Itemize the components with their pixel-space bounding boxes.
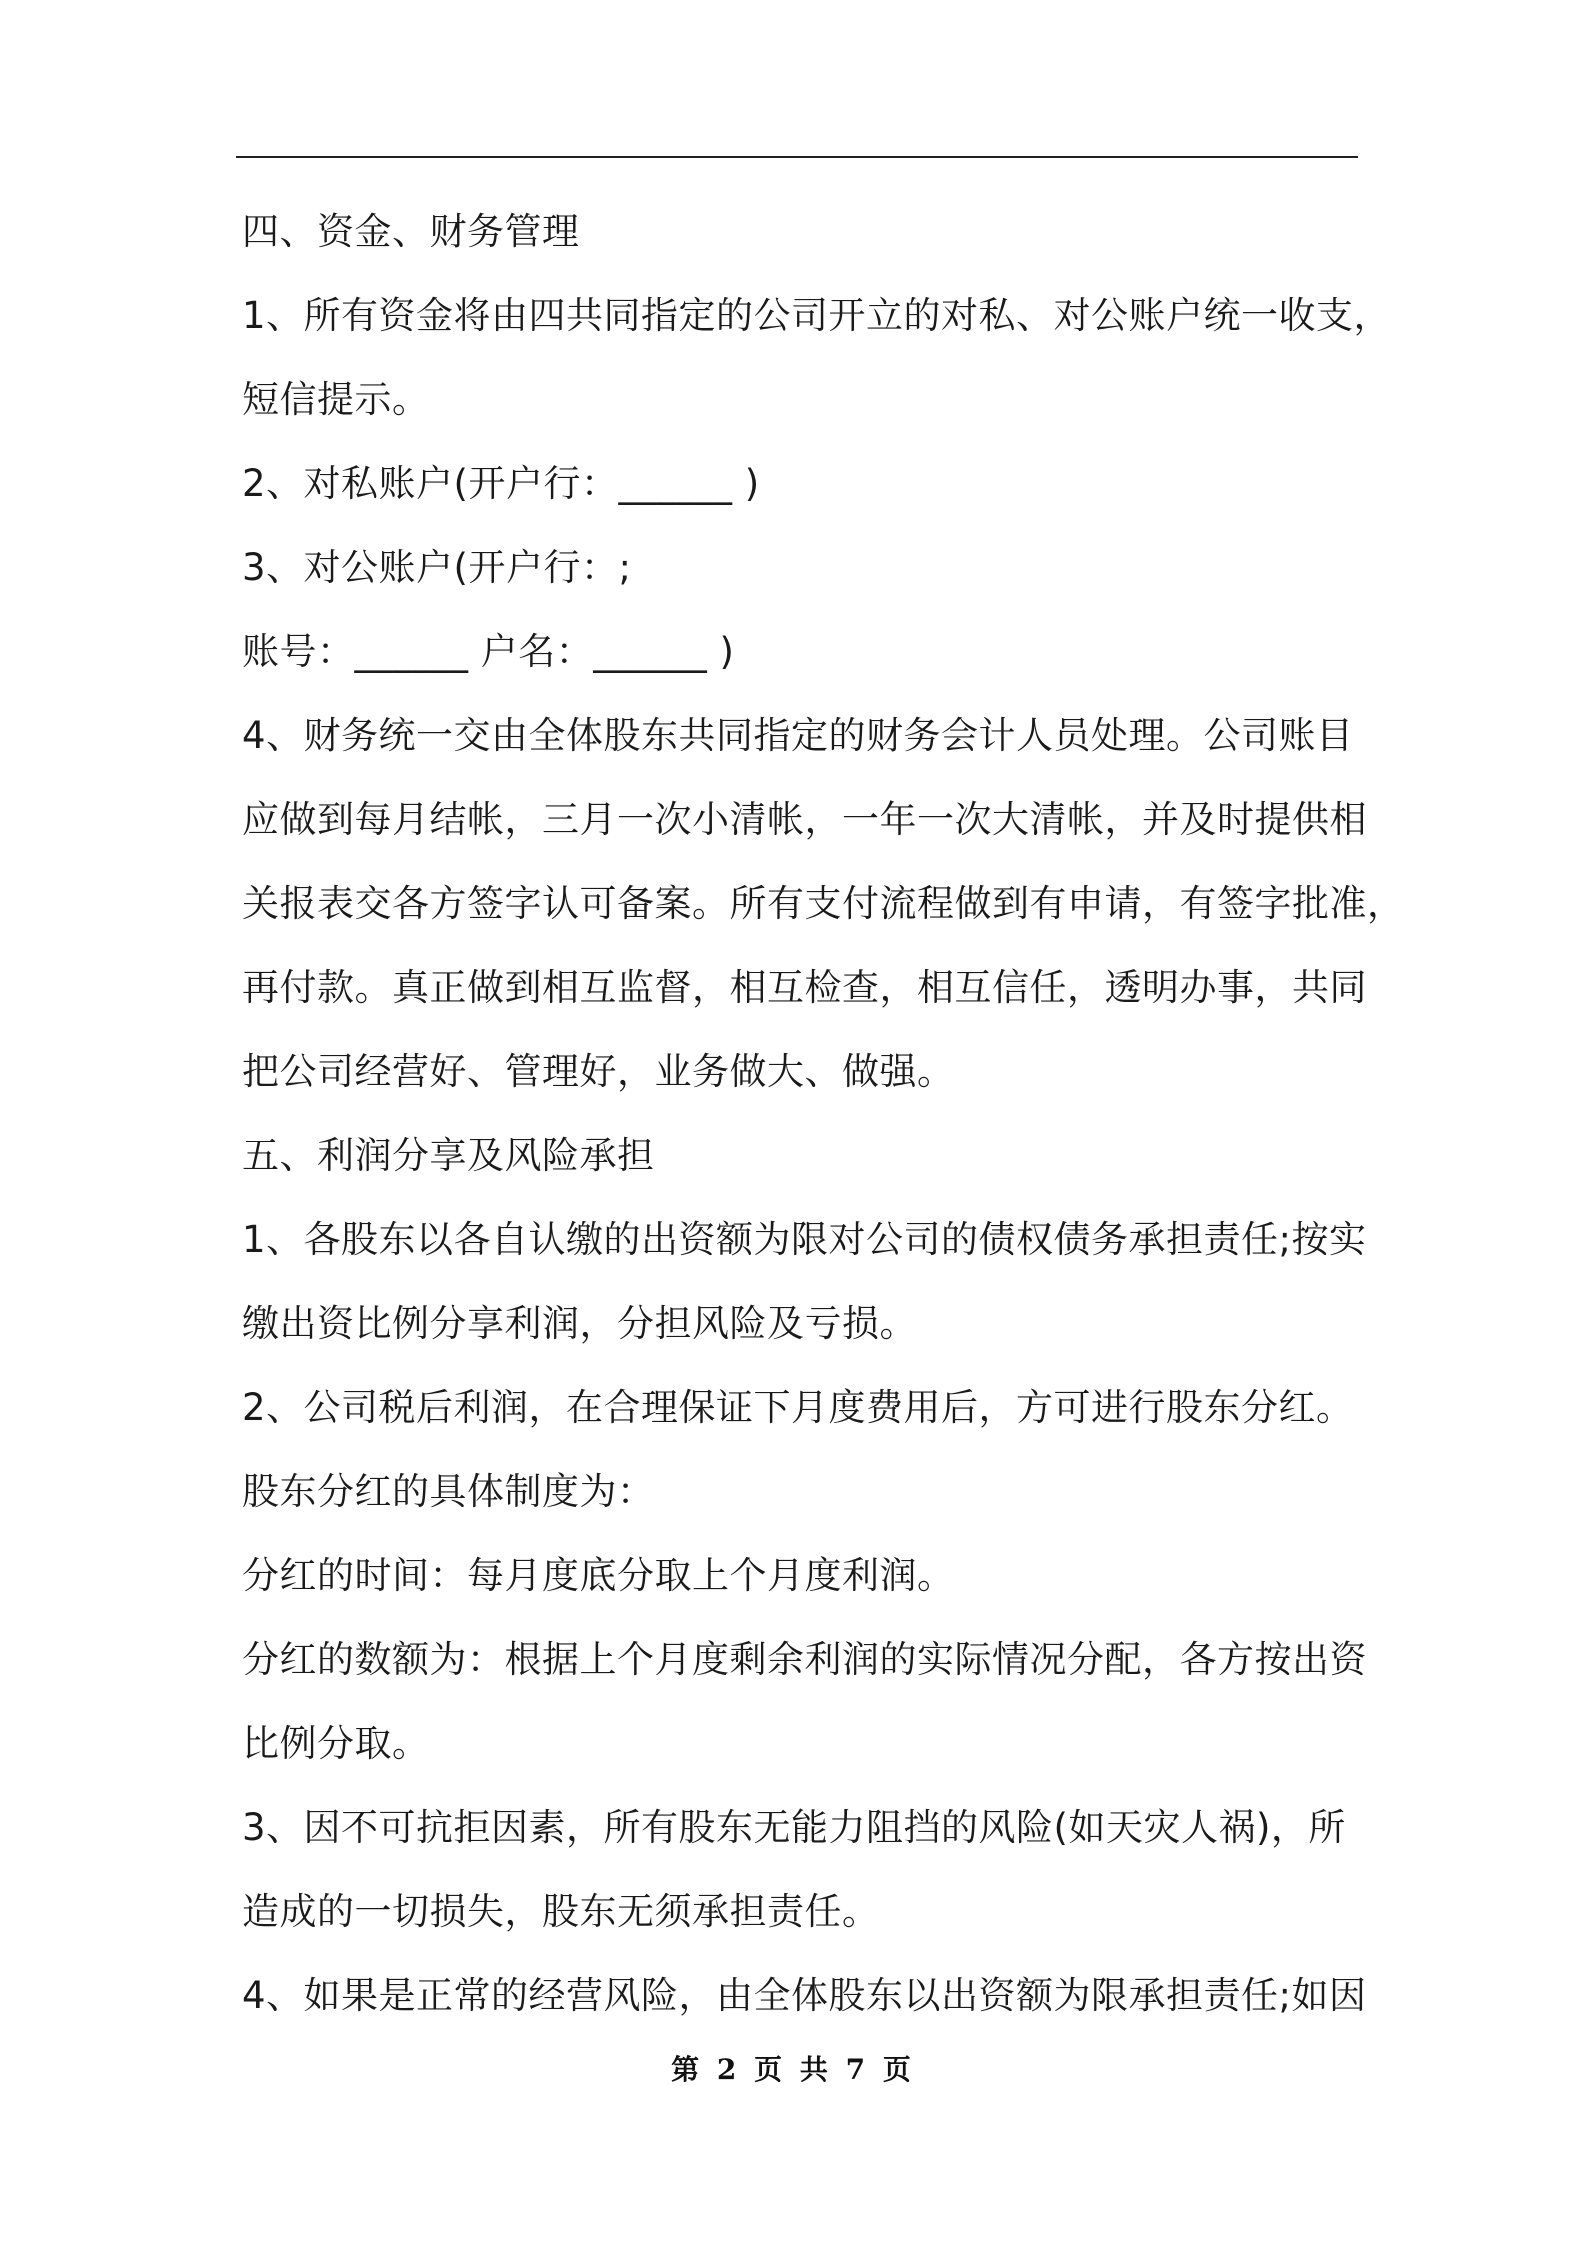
paragraph-line: 短信提示。 (242, 378, 430, 421)
header-rule (236, 156, 1358, 158)
paragraph-line: 4、财务统一交由全体股东共同指定的财务会计人员处理。公司账目 (242, 714, 1354, 757)
paragraph-line: 造成的一切损失，股东无须承担责任。 (242, 1890, 880, 1933)
paragraph-line: 4、如果是正常的经营风险，由全体股东以出资额为限承担责任;如因 (242, 1974, 1367, 2017)
paragraph-line: 2、公司税后利润，在合理保证下月度费用后，方可进行股东分红。 (242, 1386, 1354, 1429)
paragraph-line: 缴出资比例分享利润，分担风险及亏损。 (242, 1302, 917, 1345)
paragraph-line: 账号：______ 户名：______ ) (242, 630, 735, 673)
paragraph-line: 比例分取。 (242, 1722, 430, 1765)
section-heading-funds-finance: 四、资金、财务管理 (242, 210, 580, 253)
paragraph-line: 3、对公账户(开户行：; (242, 546, 632, 589)
paragraph-line: 把公司经营好、管理好，业务做大、做强。 (242, 1050, 955, 1093)
section-heading-profit-risk: 五、利润分享及风险承担 (242, 1134, 655, 1177)
paragraph-line: 股东分红的具体制度为： (242, 1470, 655, 1513)
paragraph-line: 应做到每月结帐，三月一次小清帐，一年一次大清帐，并及时提供相 (242, 798, 1367, 841)
document-body (242, 190, 1405, 2038)
paragraph-line: 关报表交各方签字认可备案。所有支付流程做到有申请，有签字批准， (242, 882, 1405, 925)
paragraph-line: 再付款。真正做到相互监督，相互检查，相互信任，透明办事，共同 (242, 966, 1367, 1009)
paragraph-line: 分红的数额为：根据上个月度剩余利润的实际情况分配，各方按出资 (242, 1638, 1367, 1681)
page-number-footer: 第 2 页 共 7 页 (671, 2053, 915, 2086)
paragraph-line: 3、因不可抗拒因素，所有股东无能力阻挡的风险(如天灾人祸)，所 (242, 1806, 1346, 1849)
paragraph-line: 1、各股东以各自认缴的出资额为限对公司的债权债务承担责任;按实 (242, 1218, 1367, 1261)
paragraph-line: 分红的时间：每月度底分取上个月度利润。 (242, 1554, 955, 1597)
paragraph-line: 1、所有资金将由四共同指定的公司开立的对私、对公账户统一收支， (242, 294, 1392, 337)
paragraph-line: 2、对私账户(开户行：______ ) (242, 462, 760, 505)
